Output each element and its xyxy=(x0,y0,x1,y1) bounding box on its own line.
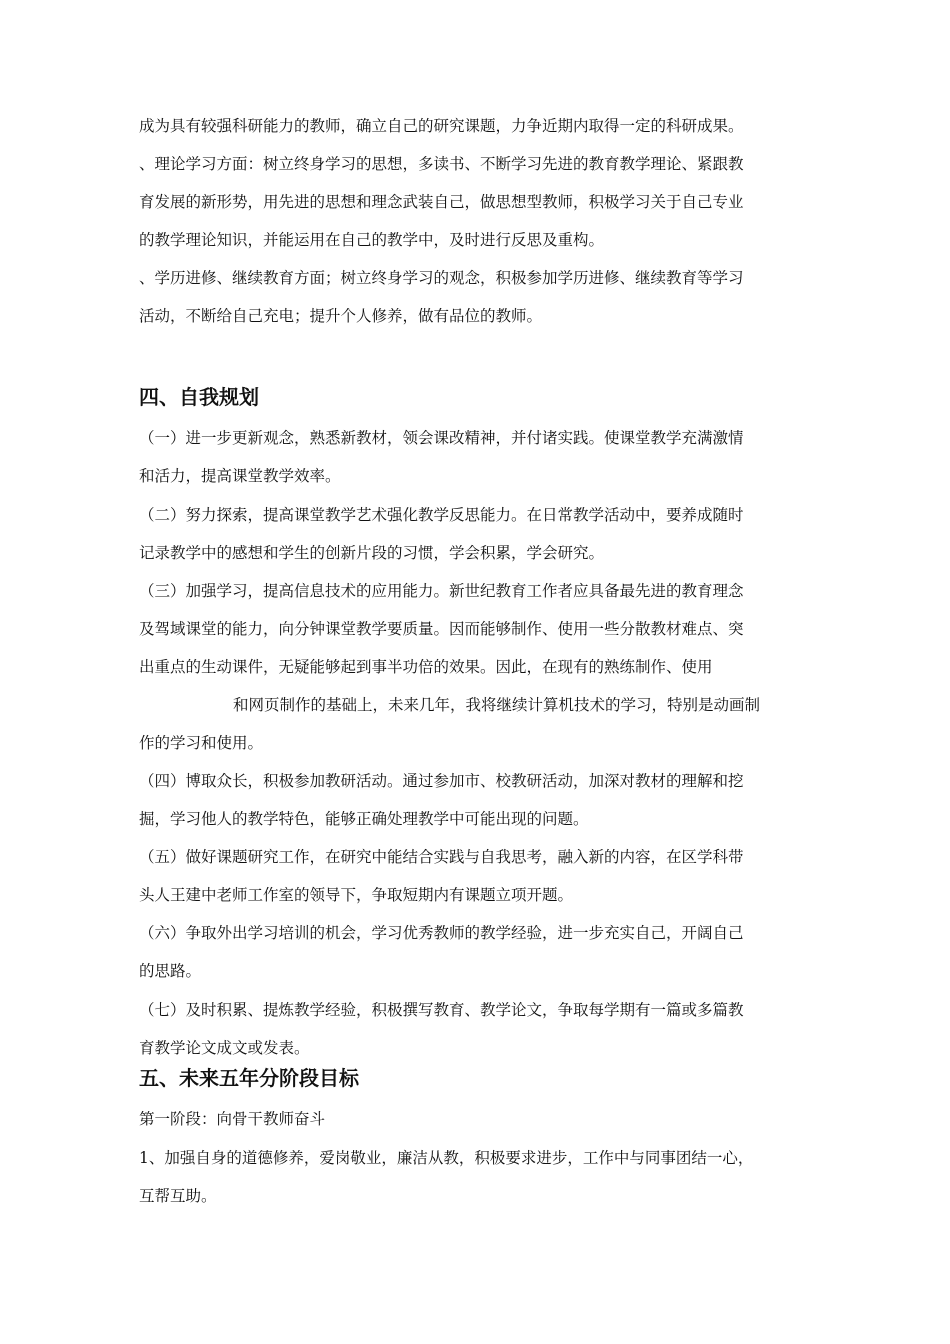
text-line: 、理论学习方面：树立终身学习的思想，多读书、不断学习先进的教育教学理论、紧跟教 xyxy=(139,155,744,173)
text-line: （五）做好课题研究工作，在研究中能结合实践与自我思考，融入新的内容，在区学科带 xyxy=(139,848,744,866)
text-line: （六）争取外出学习培训的机会，学习优秀教师的教学经验，进一步充实自己，开阔自己 xyxy=(139,924,744,942)
text-line: 记录教学中的感想和学生的创新片段的习惯，学会积累，学会研究。 xyxy=(139,544,605,562)
text-line: （四）博取众长，积极参加教研活动。通过参加市、校教研活动，加深对教材的理解和挖 xyxy=(139,772,744,790)
text-line: 出重点的生动课件，无疑能够起到事半功倍的效果。因此，在现有的熟练制作、使用 xyxy=(139,658,713,676)
text-line: 的教学理论知识，并能运用在自己的教学中，及时进行反思及重构。 xyxy=(139,231,605,249)
text-line: 和活力，提高课堂教学效率。 xyxy=(139,467,341,485)
text-line: 掘，学习他人的教学特色，能够正确处理教学中可能出现的问题。 xyxy=(139,810,589,828)
text-line: 育发展的新形势，用先进的思想和理念武装自己，做思想型教师，积极学习关于自己专业 xyxy=(139,193,744,211)
text-line: 活动，不断给自己充电；提升个人修养，做有品位的教师。 xyxy=(139,307,543,325)
text-line: 及驾域课堂的能力，向分钟课堂教学要质量。因而能够制作、使用一些分散教材难点、突 xyxy=(139,620,744,638)
text-line: 作的学习和使用。 xyxy=(139,734,264,752)
text-line: 的思路。 xyxy=(139,962,202,980)
text-line: 育教学论文成文或发表。 xyxy=(139,1039,310,1057)
text-line: （一）进一步更新观念，熟悉新教材，领会课改精神，并付诸实践。使课堂教学充满激情 xyxy=(139,429,744,447)
text-line: 互帮互助。 xyxy=(139,1187,217,1205)
text-line: 第一阶段：向骨干教师奋斗 xyxy=(139,1110,326,1128)
text-line: 、学历进修、继续教育方面；树立终身学习的观念，积极参加学历进修、继续教育等学习 xyxy=(139,269,744,287)
text-line: （七）及时积累、提炼教学经验，积极撰写教育、教学论文，争取每学期有一篇或多篇教 xyxy=(139,1001,744,1019)
text-line: （二）努力探索，提高课堂教学艺术强化教学反思能力。在日常教学活动中，要养成随时 xyxy=(139,506,744,524)
section-heading: 四、自我规划 xyxy=(139,385,259,409)
text-line: 成为具有较强科研能力的教师，确立自己的研究课题，力争近期内取得一定的科研成果。 xyxy=(139,117,744,135)
text-line: 1、加强自身的道德修养，爱岗敬业，廉洁从教，积极要求进步，工作中与同事团结一心， xyxy=(139,1149,754,1167)
text-line: 头人王建中老师工作室的领导下，争取短期内有课题立项开题。 xyxy=(139,886,574,904)
text-line: （三）加强学习，提高信息技术的应用能力。新世纪教育工作者应具备最先进的教育理念 xyxy=(139,582,744,600)
text-line: 和网页制作的基础上，未来几年，我将继续计算机技术的学习，特别是动画制 xyxy=(233,696,761,714)
section-heading: 五、未来五年分阶段目标 xyxy=(139,1066,359,1090)
